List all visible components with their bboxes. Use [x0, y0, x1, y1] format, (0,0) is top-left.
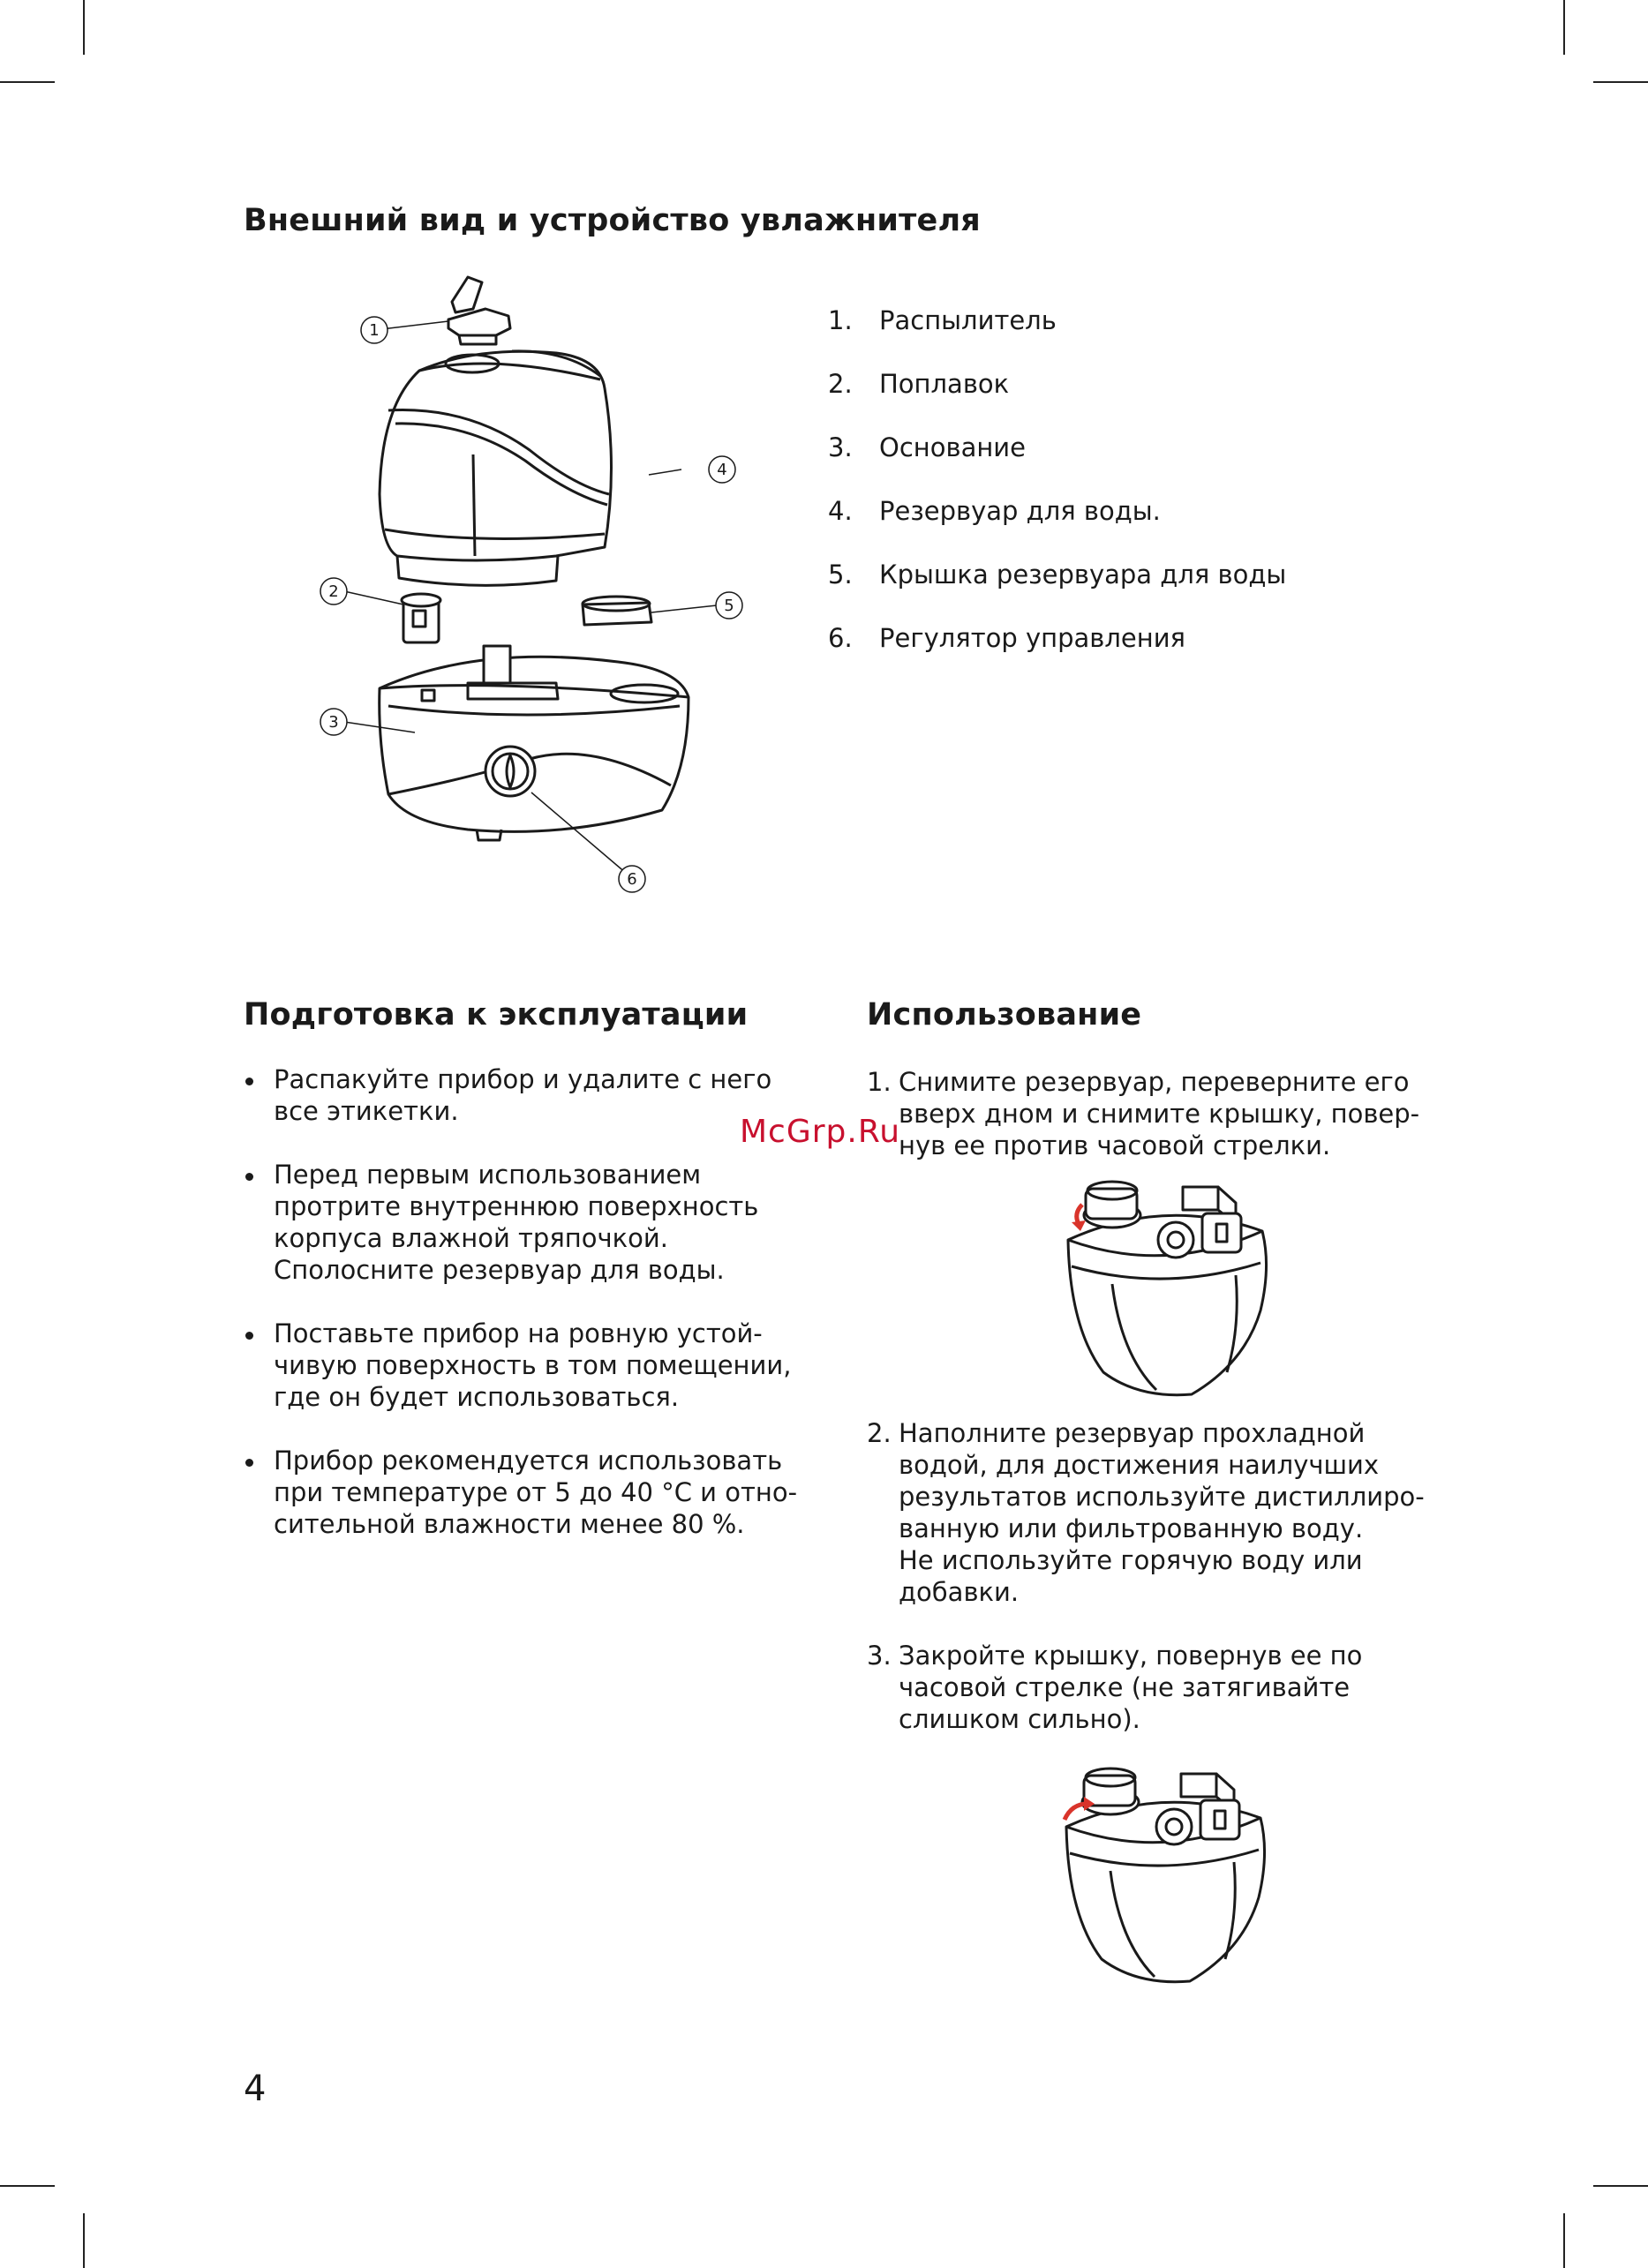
list-item	[828, 427, 1286, 491]
list-item	[828, 491, 1286, 554]
list-text: Наполните резервуар прохладной	[899, 1418, 1366, 1448]
list-item	[244, 1063, 826, 1127]
crop-mark	[1593, 81, 1648, 83]
list-text: ванную или фильтрованную воду.	[899, 1513, 1364, 1543]
list-item	[867, 1066, 1476, 1161]
list-text: Не используйте горячую воду или	[899, 1545, 1363, 1575]
list-item	[828, 618, 1286, 681]
bullet-icon	[245, 1078, 253, 1085]
list-item	[828, 300, 1286, 364]
list-item	[828, 554, 1286, 618]
list-item	[828, 364, 1286, 427]
callout-2	[320, 578, 347, 605]
bullet-icon	[245, 1459, 253, 1467]
callout-6	[619, 866, 645, 892]
list-text: Поставьте прибор на ровную устой-	[274, 1318, 763, 1348]
list-text: результатов используйте дистиллиро-	[899, 1482, 1425, 1512]
bullet-icon	[245, 1173, 253, 1181]
list-text: Регулятор управления	[879, 623, 1185, 653]
list-text: Перед первым использованием	[274, 1160, 702, 1190]
list-text: при температуре от 5 до 40 °С и отно-	[274, 1477, 798, 1507]
callout-label: 5	[724, 597, 734, 615]
callout-3	[320, 709, 347, 735]
list-text: нув ее против часовой стрелки.	[899, 1130, 1331, 1160]
list-text: Закройте крышку, повернув ее по	[899, 1641, 1363, 1671]
list-item	[244, 1159, 826, 1286]
list-item	[867, 1417, 1476, 1608]
callout-4	[709, 456, 735, 483]
list-number: 2.	[867, 1418, 892, 1448]
list-text: Крышка резервуара для воды	[879, 559, 1287, 590]
watermark: McGrp.Ru	[740, 1114, 901, 1150]
list-text: корпуса влажной тряпочкой.	[274, 1223, 668, 1253]
list-text: протрите внутреннюю поверхность	[274, 1191, 759, 1221]
crop-mark	[1593, 2185, 1648, 2187]
list-number: 1.	[828, 305, 853, 335]
list-text: сительной влажности менее 80 %.	[274, 1509, 745, 1539]
callout-label: 3	[328, 713, 339, 732]
list-text: Резервуар для воды.	[879, 496, 1161, 526]
section-title-preparation: Подготовка к эксплуатации	[244, 997, 749, 1033]
list-text: где он будет использоваться.	[274, 1382, 680, 1412]
list-item	[244, 1318, 826, 1413]
list-number: 6.	[828, 623, 853, 653]
list-text: Снимите резервуар, переверните его	[899, 1067, 1410, 1097]
list-number: 3.	[828, 432, 853, 462]
list-text: вверх дном и снимите крышку, повер-	[899, 1099, 1420, 1129]
callout-label: 2	[328, 582, 339, 601]
list-text: Распакуйте прибор и удалите с него	[274, 1064, 772, 1094]
list-item	[867, 1640, 1476, 1735]
callout-5	[716, 592, 742, 619]
tank-close-illustration	[1057, 1765, 1287, 1986]
list-text: все этикетки.	[274, 1096, 459, 1126]
list-text: слишком сильно).	[899, 1704, 1140, 1734]
bullet-icon	[245, 1332, 253, 1340]
usage-step-3	[867, 1640, 1476, 1735]
section-title-usage: Использование	[867, 997, 1142, 1033]
list-number: 1.	[867, 1067, 892, 1097]
list-text: Распылитель	[879, 305, 1057, 335]
usage-step-1	[867, 1066, 1476, 1161]
list-text: Поплавок	[879, 369, 1010, 399]
preparation-list	[244, 1063, 826, 1572]
list-text: часовой стрелке (не затягивайте	[899, 1672, 1351, 1702]
list-number: 4.	[828, 496, 853, 526]
page-number: 4	[244, 2069, 267, 2109]
crop-mark	[0, 81, 55, 83]
callout-label: 4	[717, 461, 727, 479]
list-text: чивую поверхность в том помещении,	[274, 1350, 792, 1380]
crop-mark	[0, 2185, 55, 2187]
crop-mark	[83, 0, 85, 55]
list-text: добавки.	[899, 1577, 1020, 1607]
list-text: Сполосните резервуар для воды.	[274, 1255, 725, 1285]
crop-mark	[1563, 2213, 1565, 2268]
usage-step-2	[867, 1417, 1476, 1608]
list-text: водой, для достижения наилучших	[899, 1450, 1380, 1480]
parts-list	[828, 300, 1286, 681]
list-number: 3.	[867, 1641, 892, 1671]
list-text: Основание	[879, 432, 1026, 462]
callout-label: 6	[627, 870, 637, 889]
crop-mark	[83, 2213, 85, 2268]
list-text: Прибор рекомендуется использовать	[274, 1446, 783, 1476]
list-number: 5.	[828, 559, 853, 590]
callout-label: 1	[369, 321, 380, 340]
tank-open-illustration	[1059, 1178, 1289, 1399]
list-item	[244, 1445, 826, 1540]
callout-1	[361, 317, 388, 343]
humidifier-exploded-diagram	[300, 265, 759, 900]
crop-mark	[1563, 0, 1565, 55]
section-title-device: Внешний вид и устройство увлажнителя	[244, 203, 981, 238]
list-number: 2.	[828, 369, 853, 399]
